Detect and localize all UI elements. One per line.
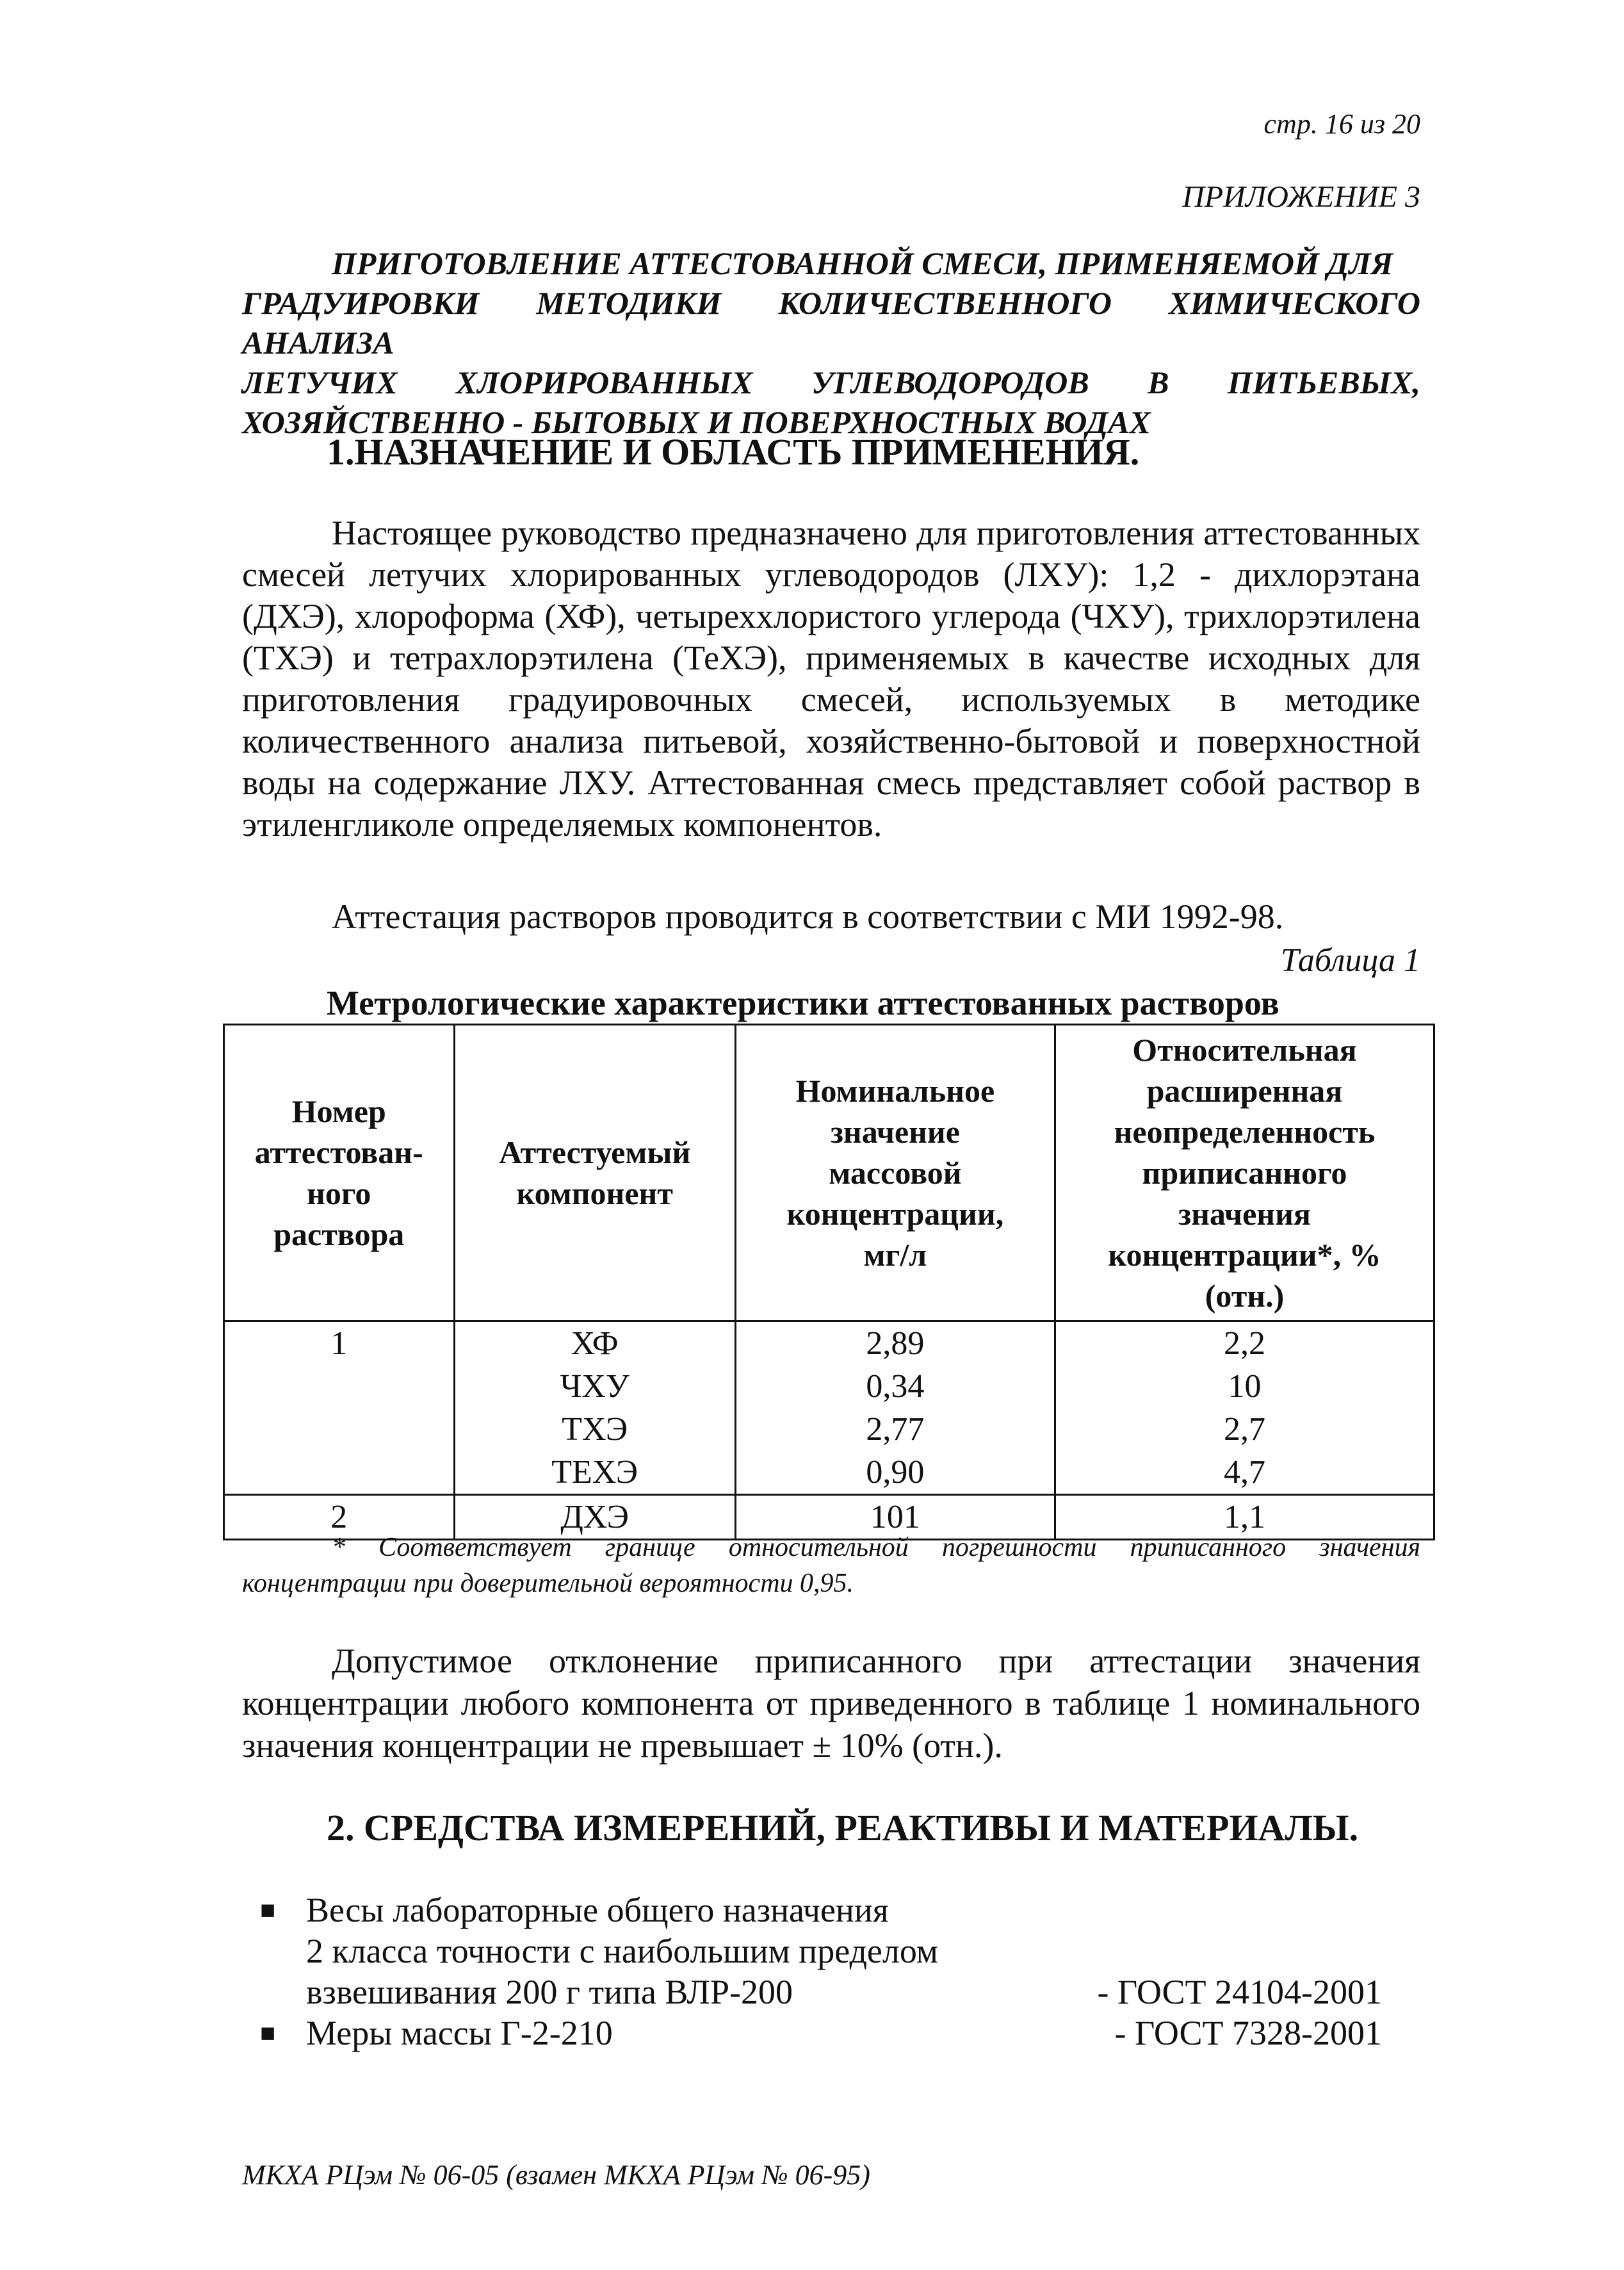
component: ЧХУ <box>560 1368 629 1405</box>
nominal-value: 101 <box>870 1499 920 1535</box>
header-line: значения <box>1178 1196 1311 1232</box>
header-line: Номинальное <box>795 1073 995 1109</box>
nominal-value: 0,90 <box>866 1454 925 1490</box>
section-2-heading: 2. СРЕДСТВА ИЗМЕРЕНИЙ, РЕАКТИВЫ И МАТЕРИАЛЫ. <box>327 1807 1359 1849</box>
item-line: Весы лабораторные общего назначения <box>306 1891 889 1929</box>
footnote-text: * Соответствует границе относительной погрешности приписанного значения концентрации при доверительной вероятности 0,95. <box>242 1533 1420 1598</box>
header-line: концентрации*, % <box>1108 1237 1381 1273</box>
page-number: стр. 16 из 20 <box>1263 108 1420 140</box>
cell-uncertainty <box>1055 1321 1434 1495</box>
nominal-value: 2,77 <box>866 1411 925 1448</box>
item-line: Меры массы Г-2-210 <box>306 2014 613 2052</box>
paragraph-text: Настоящее руководство предназначено для приготовления аттестованных смесей летучих хлорированных углеводородов (ЛХУ): 1,2 - дихлорэтана (ДХЭ), хлороформа (ХФ), четыреххлористого углерода (ЧХУ), трихлорэтилена (ТХЭ) и тетрахлорэтилена (ТеХЭ), применяемых в качестве исходных для приготовления градуировочных смесей, используемых в методике количественного анализа питьевой, хозяйственно-бытовой и поверхностной воды на содержание ЛХУ. Аттестованная смесь представляет собой раствор в этиленгликоле определяемых компонентов. <box>242 514 1420 844</box>
bullet-icon: ■ <box>260 1895 276 1924</box>
header-line: Номер <box>291 1093 386 1129</box>
header-line: мг/л <box>863 1237 927 1273</box>
header-line: расширенная <box>1146 1073 1343 1109</box>
bullet-icon: ■ <box>260 2018 276 2047</box>
uncertainty-value: 10 <box>1228 1368 1262 1405</box>
table-label: Таблица 1 <box>1280 942 1420 979</box>
component: ТЕХЭ <box>551 1454 638 1490</box>
title-line: ЛЕТУЧИХ ХЛОРИРОВАННЫХ УГЛЕВОДОРОДОВ В ПИТЬЕВЫХ, <box>242 364 1420 400</box>
title-line: ХОЗЯЙСТВЕННО - БЫТОВЫХ И ПОВЕРХНОСТНЫХ ВОДАХ <box>242 404 1151 440</box>
item-line: взвешивания 200 г типа ВЛР-200 <box>306 1973 793 2011</box>
uncertainty-value: 4,7 <box>1223 1454 1265 1490</box>
uncertainty-value: 2,2 <box>1223 1325 1265 1362</box>
header-line: значение <box>830 1114 960 1150</box>
header-uncertainty <box>1055 1025 1434 1321</box>
component: ДХЭ <box>560 1499 629 1535</box>
cell-solution-number: 1 <box>224 1321 455 1495</box>
table-row <box>224 1321 1434 1495</box>
header-line: Аттестуемый <box>499 1134 691 1170</box>
header-line: неопределенность <box>1114 1114 1376 1150</box>
section-1-paragraph <box>242 512 1420 845</box>
appendix-label: ПРИЛОЖЕНИЕ 3 <box>1182 180 1420 214</box>
nominal-value: 0,34 <box>866 1368 925 1405</box>
title-line: ПРИГОТОВЛЕНИЕ АТТЕСТОВАННОЙ СМЕСИ, ПРИМЕНЯЕМОЙ ДЛЯ <box>332 245 1393 281</box>
item-line: 2 класса точности с наибольшим пределом <box>306 1932 938 1970</box>
table-footnote <box>242 1530 1420 1601</box>
title-line: ГРАДУИРОВКИ МЕТОДИКИ КОЛИЧЕСТВЕННОГО ХИМИЧЕСКОГО АНАЛИЗА <box>242 285 1420 361</box>
uncertainty-value: 2,7 <box>1223 1411 1265 1448</box>
header-line: аттестован- <box>254 1134 423 1170</box>
uncertainty-value: 1,1 <box>1223 1499 1265 1535</box>
header-line: (отн.) <box>1205 1278 1285 1314</box>
metrology-table <box>223 1024 1435 1540</box>
standard-reference: - ГОСТ 24104-2001 <box>1097 1973 1382 2011</box>
document-title <box>242 243 1420 442</box>
header-line: массовой <box>829 1155 962 1191</box>
header-line: приписанного <box>1142 1155 1347 1191</box>
component: ХФ <box>571 1325 619 1362</box>
list-item <box>255 1890 1420 2013</box>
table-title: Метрологические характеристики аттестованных растворов <box>327 984 1279 1022</box>
list-item <box>255 2013 1420 2054</box>
cell-solution-number: 2 <box>224 1495 455 1540</box>
header-line: ного <box>307 1175 371 1211</box>
deviation-paragraph <box>242 1640 1420 1767</box>
nominal-value: 2,89 <box>866 1325 925 1362</box>
header-component <box>454 1025 735 1321</box>
cell-components <box>454 1321 735 1495</box>
component: ТХЭ <box>562 1411 628 1448</box>
header-line: раствора <box>273 1216 405 1252</box>
header-line: концентрации, <box>786 1196 1004 1232</box>
cell-values <box>735 1321 1055 1495</box>
paragraph-text: Допустимое отклонение приписанного при аттестации значения концентрации любого компонента от приведенного в таблице 1 номинального значения концентрации не превышает ± 10% (отн.). <box>242 1642 1420 1765</box>
header-line: Относительная <box>1132 1032 1357 1068</box>
header-solution-number <box>224 1025 455 1321</box>
header-line: компонент <box>516 1175 673 1211</box>
attestation-paragraph: Аттестация растворов проводится в соответствии с МИ 1992-98. <box>332 897 1284 936</box>
table-header-row <box>224 1025 1434 1321</box>
section-1-heading: 1.НАЗНАЧЕНИЕ И ОБЛАСТЬ ПРИМЕНЕНИЯ. <box>327 431 1140 473</box>
equipment-list <box>255 1890 1420 2054</box>
header-nominal-value <box>735 1025 1055 1321</box>
standard-reference: - ГОСТ 7328-2001 <box>1114 2014 1382 2052</box>
document-footer: МКХА РЦэм № 06-05 (взамен МКХА РЦэм № 06-95) <box>242 2159 870 2191</box>
